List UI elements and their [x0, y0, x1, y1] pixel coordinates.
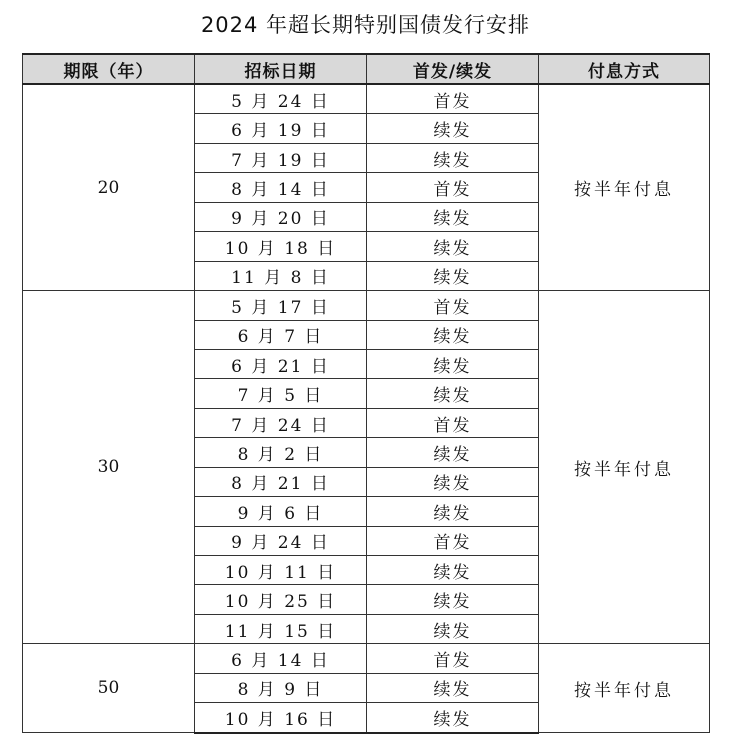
header-term: 期限（年） — [23, 54, 195, 84]
issue-type-cell: 首发 — [367, 84, 539, 114]
issue-type-cell: 续发 — [367, 497, 539, 526]
issue-type-cell: 续发 — [367, 703, 539, 733]
table-row — [23, 84, 710, 114]
issue-type-cell: 续发 — [367, 467, 539, 496]
term-cell: 30 — [23, 291, 195, 644]
issue-type-cell: 续发 — [367, 202, 539, 231]
issue-type-cell: 续发 — [367, 585, 539, 614]
header-issue-type: 首发/续发 — [367, 54, 539, 84]
issue-type-cell: 续发 — [367, 261, 539, 290]
header-row — [23, 54, 710, 84]
auction-date-cell: 10 月 25 日 — [195, 585, 367, 614]
auction-date-cell: 7 月 5 日 — [195, 379, 367, 408]
auction-date-cell: 10 月 18 日 — [195, 232, 367, 261]
document-title: 2024 年超长期特别国债发行安排 — [200, 13, 531, 37]
issue-type-cell: 续发 — [367, 114, 539, 143]
issue-type-cell: 续发 — [367, 614, 539, 643]
auction-date-cell: 9 月 24 日 — [195, 526, 367, 555]
table-row — [23, 644, 710, 673]
issue-type-cell: 首发 — [367, 173, 539, 202]
auction-date-cell: 6 月 21 日 — [195, 349, 367, 378]
issue-type-cell: 续发 — [367, 379, 539, 408]
issue-type-cell: 续发 — [367, 232, 539, 261]
issue-type-cell: 续发 — [367, 349, 539, 378]
issue-type-cell: 续发 — [367, 673, 539, 702]
header-payment-method: 付息方式 — [539, 54, 710, 84]
issue-type-cell: 续发 — [367, 556, 539, 585]
auction-date-cell: 7 月 24 日 — [195, 408, 367, 437]
auction-date-cell: 5 月 17 日 — [195, 291, 367, 320]
issue-type-cell: 首发 — [367, 644, 539, 673]
payment-method-cell: 按半年付息 — [539, 644, 710, 733]
term-group — [23, 644, 710, 733]
issue-type-cell: 首发 — [367, 408, 539, 437]
term-group — [23, 291, 710, 644]
auction-date-cell: 8 月 9 日 — [195, 673, 367, 702]
payment-method-cell: 按半年付息 — [539, 291, 710, 644]
issue-type-cell: 首发 — [367, 291, 539, 320]
auction-date-cell: 8 月 2 日 — [195, 438, 367, 467]
auction-date-cell: 8 月 14 日 — [195, 173, 367, 202]
auction-date-cell: 10 月 16 日 — [195, 703, 367, 733]
auction-date-cell: 6 月 14 日 — [195, 644, 367, 673]
table-row — [23, 291, 710, 320]
auction-date-cell: 9 月 6 日 — [195, 497, 367, 526]
term-cell: 50 — [23, 644, 195, 733]
issue-type-cell: 续发 — [367, 143, 539, 172]
term-cell: 20 — [23, 84, 195, 291]
auction-date-cell: 11 月 8 日 — [195, 261, 367, 290]
auction-date-cell: 10 月 11 日 — [195, 556, 367, 585]
issuance-schedule-table — [22, 53, 710, 734]
issue-type-cell: 续发 — [367, 438, 539, 467]
issue-type-cell: 续发 — [367, 320, 539, 349]
auction-date-cell: 11 月 15 日 — [195, 614, 367, 643]
auction-date-cell: 6 月 19 日 — [195, 114, 367, 143]
payment-method-cell: 按半年付息 — [539, 84, 710, 291]
auction-date-cell: 5 月 24 日 — [195, 84, 367, 114]
auction-date-cell: 6 月 7 日 — [195, 320, 367, 349]
header-auction-date: 招标日期 — [195, 54, 367, 84]
auction-date-cell: 8 月 21 日 — [195, 467, 367, 496]
auction-date-cell: 9 月 20 日 — [195, 202, 367, 231]
auction-date-cell: 7 月 19 日 — [195, 143, 367, 172]
term-group — [23, 84, 710, 291]
issue-type-cell: 首发 — [367, 526, 539, 555]
table-header — [23, 54, 710, 84]
